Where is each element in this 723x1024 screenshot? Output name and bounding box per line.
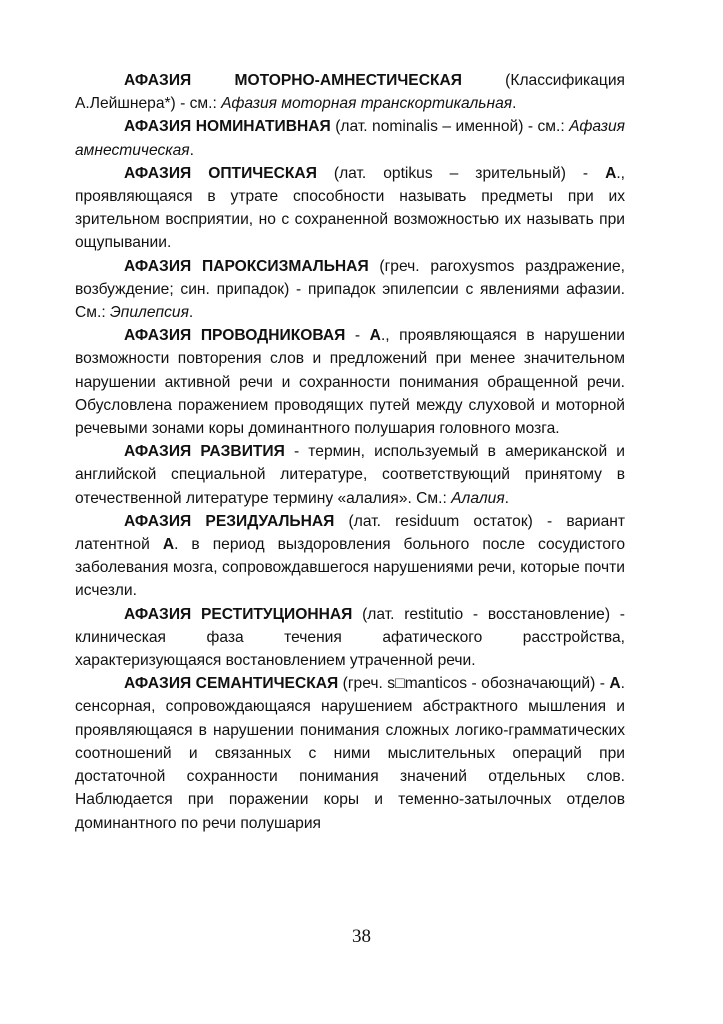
entry-term: АФАЗИЯ РЕЗИДУАЛЬНАЯ [124,512,335,530]
entry-text: - [345,327,370,345]
entry-text: . сенсорная, сопровождающаяся нарушением абстрактного мышления и проявляющаяся в нарушении понимания сложных логико-грамматических соотношений и связанных с ними мыслительных операций при достаточной сохранности понимания значений отдельных слов. Наблюдается при поражении коры и теменно-затылочных отделов доминантного по речи полушария [75,675,625,832]
entry-text: . [189,141,194,159]
entry-residual [75,510,625,603]
entry-text: . [188,304,194,322]
entry-text: (Классификация А.Лейшнера*) - см.: [75,72,625,113]
entry-text: . в период выздоровления больного после сосудистого заболевания мозга, сопровождавшегося нарушениями речи, которые почти исчезли. [75,536,625,600]
entry-text: - термин, используемый в американской и английской специальной литературе, соответствующий принятому в отечественной литературе термину «алалия». См.: [75,443,625,507]
cross-reference: Алалия [451,489,505,507]
entry-term: АФАЗИЯ РЕСТИТУЦИОННАЯ [124,605,353,623]
entry-conduction [75,324,625,440]
cross-reference: Эпилепсия [109,304,189,322]
entry-term: АФАЗИЯ РАЗВИТИЯ [124,443,285,461]
dictionary-page [75,69,625,835]
entry-term: АФАЗИЯ СЕМАНТИЧЕСКАЯ [124,675,339,693]
entry-text: (лат. restitutio - восстановление) - клиническая фаза течения афатического расстройства, характеризующаяся востановлением утраченной речи. [75,605,625,670]
entry-text: . [512,95,517,113]
term-abbreviation: А [162,536,175,554]
page-number: 38 [352,926,371,947]
term-abbreviation: А [609,675,621,693]
entry-developmental [75,440,625,510]
cross-reference: Афазия амнестическая [75,118,625,159]
entry-term: АФАЗИЯ ОПТИЧЕСКАЯ [124,164,317,182]
entry-text: . [504,489,509,507]
entry-nominative [75,115,625,161]
entry-text: (греч. s□manticos - обозначающий) - [338,675,610,693]
entry-text: (лат. nominalis – именной) - см.: [330,118,570,136]
cross-reference: Афазия моторная транскортикальная [221,95,513,113]
entry-motor-amnestic [75,69,625,115]
entry-semantic [75,672,625,834]
entry-text: (лат. residuum остаток) - вариант латентной [75,512,625,554]
entry-paroxysmal [75,255,625,325]
entry-text: (греч. paroxysmos раздражение, возбуждение; син. припадок) - припадок эпилепсии с явлениями афазии. См.: [75,257,625,322]
entry-text: ., проявляющаяся в утрате способности называть предметы при их зрительном восприятии, но с сохраненной возможностью их называть при ощупывании. [75,164,625,252]
entry-term: АФАЗИЯ ПРОВОДНИКОВАЯ [124,327,346,345]
entry-term: АФАЗИЯ НОМИНАТИВНАЯ [124,118,331,136]
term-abbreviation: А [605,164,617,182]
entry-text: ., проявляющаяся в нарушении возможности повторения слов и предложений при менее значительном нарушении активной речи и сохранности понимания обращенной речи. Обусловлена поражением проводящих путей между слуховой и моторной речевыми зонами коры доминантного полушария головного мозга. [75,327,625,438]
entry-term: АФАЗИЯ МОТОРНО-АМНЕСТИЧЕСКАЯ [124,72,462,89]
entry-term: АФАЗИЯ ПАРОКСИЗМАЛЬНАЯ [124,257,369,275]
entry-text: (лат. optikus – зрительный) - [316,164,606,182]
entry-restitutional [75,603,625,673]
term-abbreviation: А [369,327,381,345]
entry-optical [75,162,625,255]
